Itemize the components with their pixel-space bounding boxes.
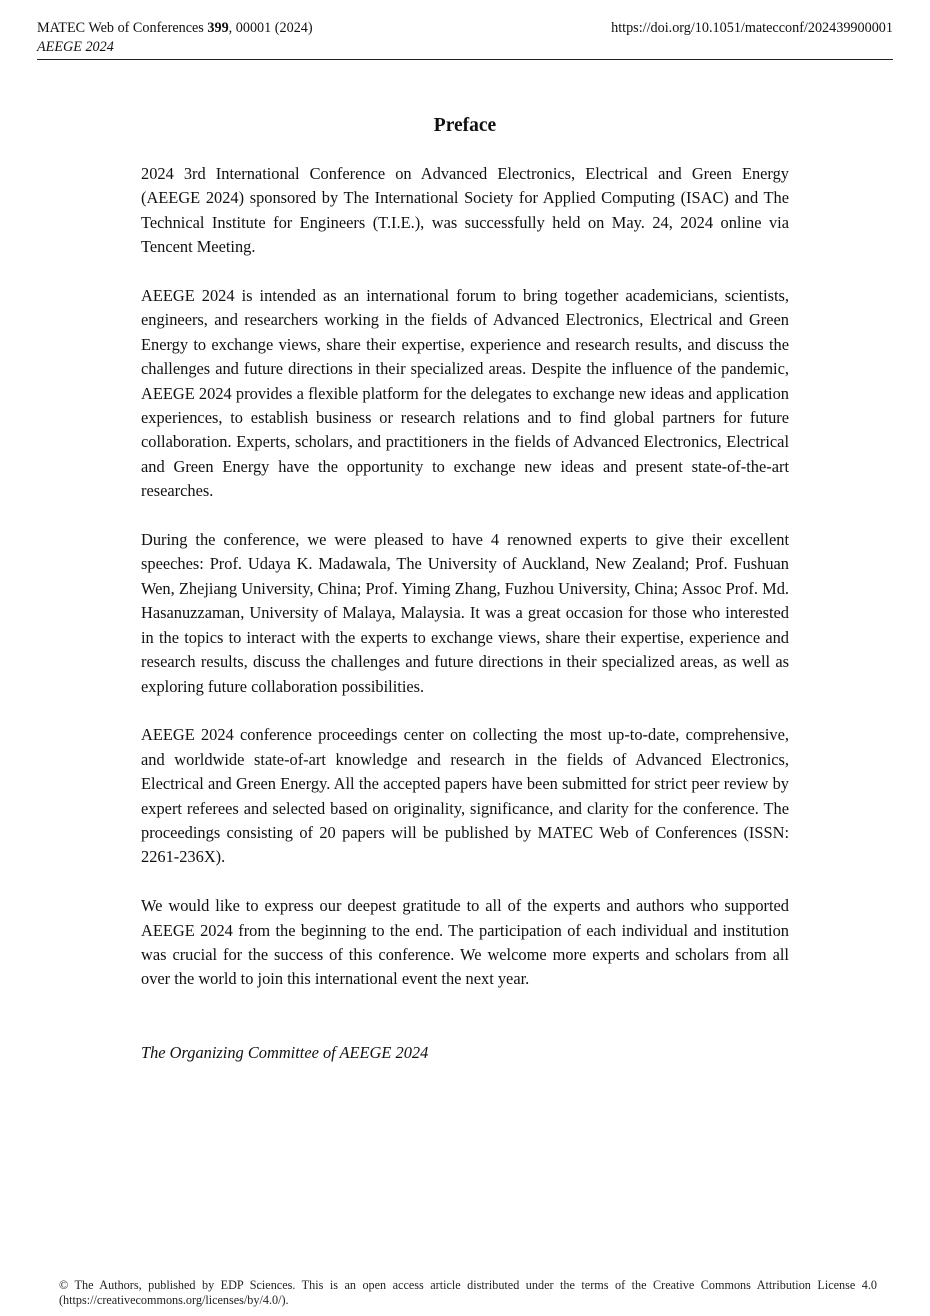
doi-link[interactable]: https://doi.org/10.1051/matecconf/202439900001: [611, 20, 893, 36]
paragraph-keynote-speakers: During the conference, we were pleased to have 4 renowned experts to give their excellent speeches: Prof. Udaya K. Madawala, The University of Auckland, New Zealand; Prof. Fushuan Wen, Zhejiang University, China; Prof. Yiming Zhang, Fuzhou University, China; Assoc Prof. Md. Hasanuzzaman, University of Malaya, Malaysia. It was a great occasion for those who interested in the topics to interact with the experts to exchange views, share their expertise, experience and research results, discuss the challenges and future directions in their specialized areas, as well as exploring future collaboration possibilities.: [141, 530, 789, 696]
organizing-committee-signature: The Organizing Committee of AEEGE 2024: [141, 1043, 429, 1062]
journal-name: MATEC Web of Conferences: [37, 20, 204, 36]
journal-citation-line: [37, 19, 313, 38]
page-title: Preface: [433, 115, 497, 136]
journal-volume: 399: [207, 20, 229, 36]
paragraph-conference-intro: 2024 3rd International Conference on Advanced Electronics, Electrical and Green Energy (AEEGE 2024) sponsored by The International Society for Applied Computing (ISAC) and The Technical Institute for Engineers (T.I.E.), was successfully held on May. 24, 2024 online via Tencent Meeting.: [141, 164, 789, 257]
page-header: [37, 19, 893, 60]
paragraph-forum-purpose: AEEGE 2024 is intended as an international forum to bring together academicians, scientists, engineers, and researchers working in the fields of Advanced Electronics, Electrical and Green Energy to exchange views, share their expertise, experience and research results, and discuss the challenges and future directions in their specialized areas. Despite the influence of the pandemic, AEEGE 2024 provides a flexible platform for the delegates to exchange new ideas and application experiences, to establish business or research relations and to find global partners for future collaboration. Experts, scholars, and practitioners in the fields of Advanced Electronics, Electrical and Green Energy have the opportunity to exchange new ideas and present state-of-the-art researches.: [141, 286, 789, 501]
preface-body: [141, 162, 789, 1016]
paragraph-acknowledgement: We would like to express our deepest gratitude to all of the experts and authors who supported AEEGE 2024 from the beginning to the end. The participation of each individual and institution was crucial for the success of this conference. We welcome more experts and scholars from all over the world to join this international event the next year.: [141, 896, 789, 989]
article-number-year: , 00001 (2024): [228, 20, 313, 36]
paragraph-proceedings: AEEGE 2024 conference proceedings center on collecting the most up-to-date, comprehensive, and worldwide state-of-art knowledge and research in the fields of Advanced Electronics, Electrical and Green Energy. All the accepted papers have been submitted for strict peer review by expert referees and selected based on originality, significance, and clarity for the conference. The proceedings consisting of 20 papers will be published by MATEC Web of Conferences (ISSN: 2261-236X).: [141, 725, 789, 867]
conference-name: AEEGE 2024: [37, 39, 114, 55]
header-citation: [37, 19, 313, 57]
license-footer: © The Authors, published by EDP Sciences. This is an open access article distributed under the terms of the Creative Commons Attribution License 4.0 (https://creativecommons.org/licenses/by/4.0/).: [59, 1278, 877, 1307]
